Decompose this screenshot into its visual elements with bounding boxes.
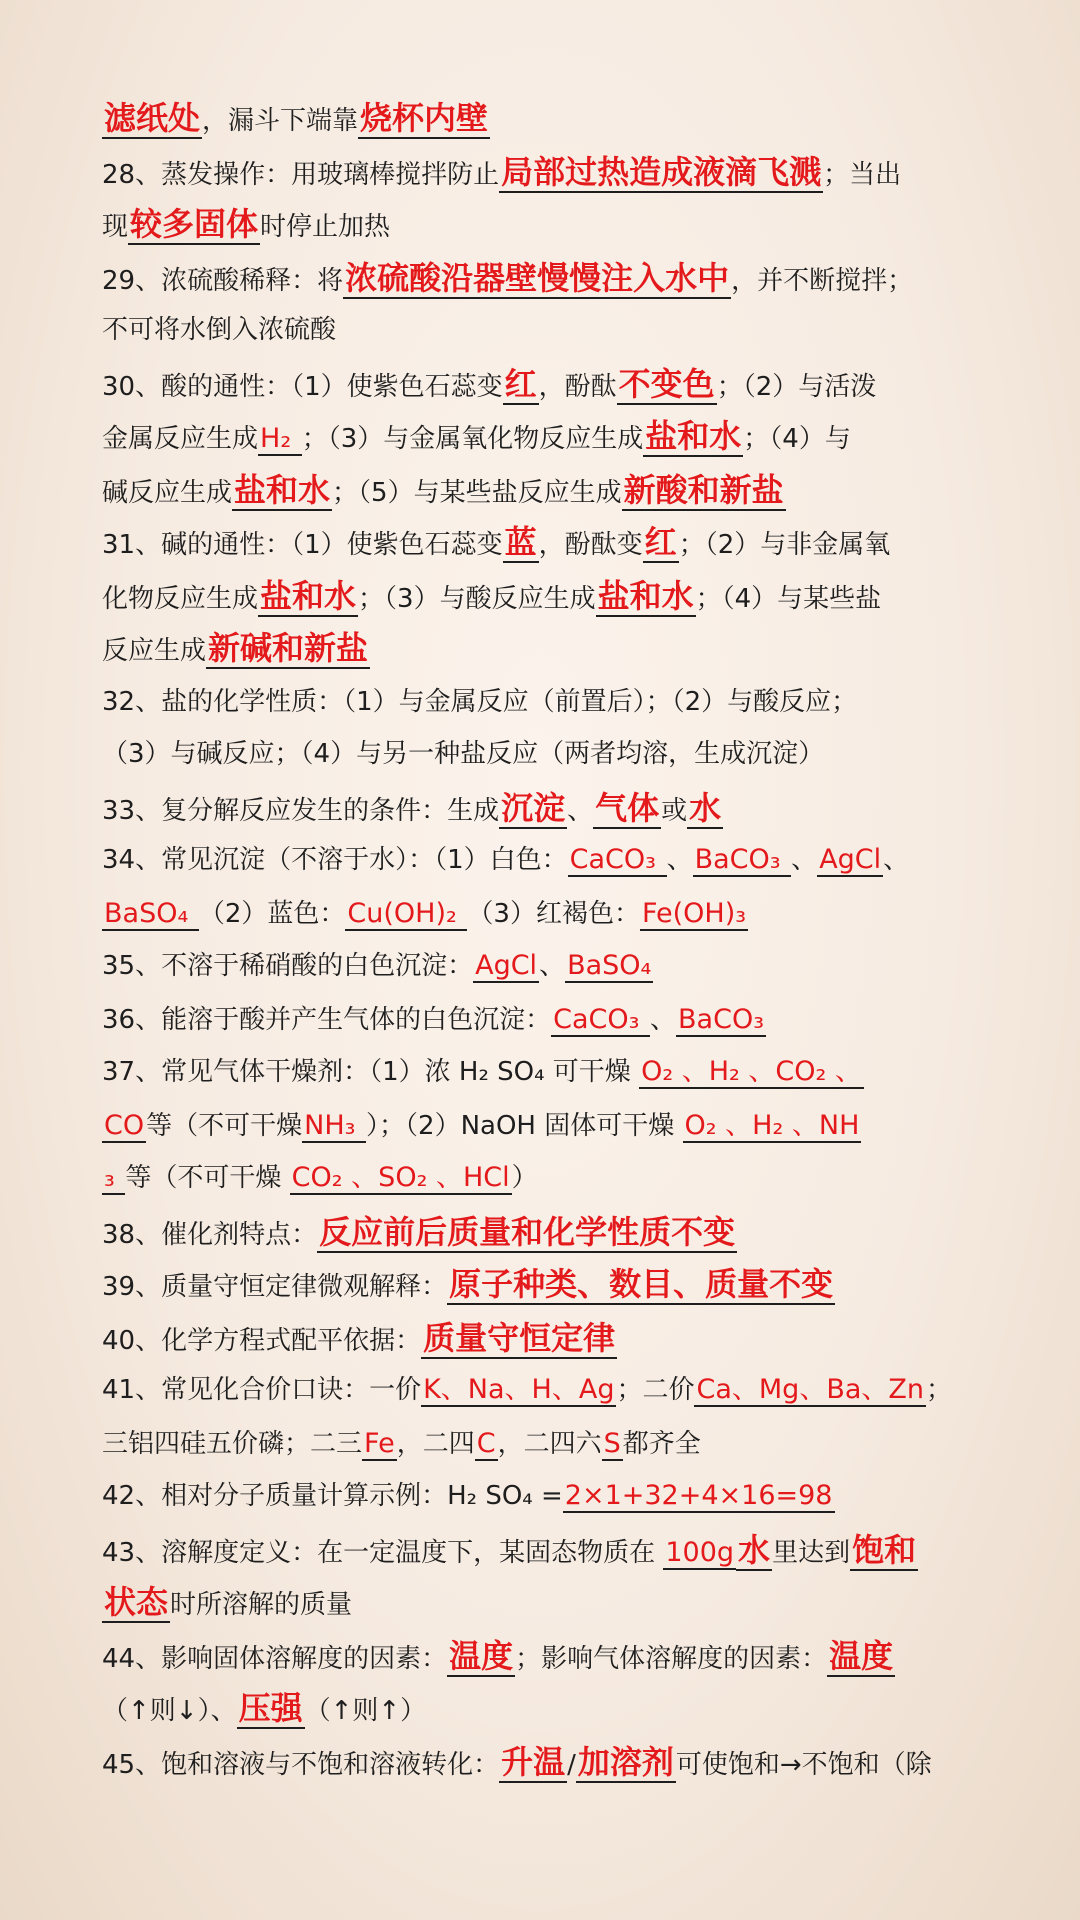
note-text: 、: [883, 845, 910, 875]
note-text: 28、蒸发操作：用玻璃棒搅拌防止: [102, 160, 500, 190]
note-line: [102, 1052, 982, 1092]
answer-formula: CaCO₃: [553, 1004, 649, 1035]
answer-formula: Fe(OH)₃: [641, 898, 747, 929]
answer-formula: BaSO₄: [567, 950, 652, 981]
note-line: [102, 1688, 982, 1731]
note-line: [102, 98, 982, 141]
answer-keyword: 升温: [501, 1743, 566, 1781]
note-line: [102, 1106, 982, 1146]
answer-keyword: 盐和水: [234, 471, 331, 509]
answer-formula: H₂: [260, 423, 300, 454]
answer-keyword: 水: [689, 789, 722, 827]
note-text: （3）红褐色：: [467, 899, 640, 929]
note-text: 现: [102, 212, 129, 242]
note-text: ，酚酞: [538, 372, 617, 402]
answer-keyword: 浓硫酸沿器壁慢慢注入水中: [345, 259, 730, 297]
note-text: 40、化学方程式配平依据：: [102, 1326, 422, 1356]
note-line: [102, 1000, 982, 1040]
note-line: [102, 946, 982, 986]
answer-formula: CaCO₃: [569, 844, 665, 875]
note-text: 34、常见沉淀（不溶于水）：（1）白色：: [102, 845, 568, 875]
note-text: ，二四六: [497, 1429, 602, 1459]
note-text: 、: [539, 951, 566, 981]
note-text: 或: [661, 796, 688, 826]
note-text: ，二四: [396, 1429, 475, 1459]
note-text: （↑则↓）、: [102, 1696, 237, 1726]
answer-keyword: 滤纸处: [104, 99, 201, 137]
note-line: [102, 522, 982, 565]
note-text: 44、影响固体溶解度的因素：: [102, 1644, 448, 1674]
note-text: 都齐全: [622, 1429, 701, 1459]
note-text: 金属反应生成: [102, 424, 259, 454]
answer-formula: Cu(OH)₂: [347, 898, 466, 929]
note-line: [102, 310, 982, 350]
answer-keyword: 不变色: [618, 365, 715, 403]
note-text: ；（2）与非金属氧: [678, 530, 891, 560]
note-text: 、: [650, 1005, 677, 1035]
note-line: [102, 1212, 982, 1255]
answer-formula: CO₂ 、SO₂ 、HCl: [291, 1162, 510, 1193]
note-line: [102, 734, 982, 774]
note-line: [102, 470, 982, 513]
answer-keyword: 水: [738, 1531, 771, 1569]
note-text: 37、常见气体干燥剂：（1）浓 H₂ SO₄ 可干燥: [102, 1057, 640, 1087]
note-line: [102, 204, 982, 247]
answer-formula: Fe: [364, 1428, 395, 1459]
answer-keyword: 较多固体: [130, 205, 259, 243]
note-text: 化物反应生成: [102, 584, 259, 614]
answer-keyword: 温度: [449, 1637, 514, 1675]
answer-formula: 2×1+32+4×16=98: [564, 1480, 833, 1511]
answer-formula: BaCO₃: [678, 1004, 765, 1035]
note-line: [102, 576, 982, 619]
answer-keyword: 质量守恒定律: [423, 1319, 616, 1357]
note-line: [102, 152, 982, 195]
answer-formula: C: [476, 1428, 496, 1459]
note-text: 29、浓硫酸稀释：将: [102, 266, 344, 296]
note-text: 39、质量守恒定律微观解释：: [102, 1272, 448, 1302]
note-text: 碱反应生成: [102, 478, 233, 508]
note-line: [102, 416, 982, 459]
note-text: ；（4）与某些盐: [695, 584, 882, 614]
answer-keyword: 饱和: [852, 1531, 917, 1569]
answer-keyword: 盐和水: [260, 577, 357, 615]
note-text: ；二价: [616, 1375, 695, 1405]
answer-formula: BaSO₄: [104, 898, 197, 929]
answer-keyword: 反应前后质量和化学性质不变: [319, 1213, 736, 1251]
note-line: [102, 894, 982, 934]
note-text: ）: [511, 1163, 538, 1193]
note-text: 33、复分解反应发生的条件：生成: [102, 796, 500, 826]
note-line: [102, 258, 982, 301]
note-text: 不可将水倒入浓硫酸: [102, 315, 337, 345]
note-text: 35、不溶于稀硝酸的白色沉淀：: [102, 951, 474, 981]
answer-formula: AgCl: [475, 950, 538, 981]
note-line: [102, 1370, 982, 1410]
note-text: 43、溶解度定义：在一定温度下，某固态物质在: [102, 1538, 664, 1568]
note-line: [102, 1476, 982, 1516]
note-text: 三铝四硅五价磷；二三: [102, 1429, 363, 1459]
note-line: [102, 1530, 982, 1573]
note-text: 时所溶解的质量: [170, 1590, 353, 1620]
answer-formula: AgCl: [819, 844, 882, 875]
answer-formula: Ca、Mg、Ba、Zn: [696, 1374, 924, 1405]
note-text: 里达到: [772, 1538, 851, 1568]
note-text: 45、饱和溶液与不饱和溶液转化：: [102, 1750, 500, 1780]
note-text: ；当出: [823, 160, 902, 190]
note-text: ）；（2）NaOH 固体可干燥: [366, 1111, 683, 1141]
note-text: /: [567, 1750, 576, 1780]
answer-keyword: 压强: [238, 1689, 303, 1727]
answer-keyword: 盐和水: [597, 577, 694, 615]
note-text: ；（3）与金属氧化物反应生成: [301, 424, 644, 454]
note-line: [102, 1264, 982, 1307]
note-text: ，酚酞变: [538, 530, 643, 560]
note-text: 、: [567, 796, 594, 826]
note-text: 41、常见化合价口诀：一价: [102, 1375, 422, 1405]
note-text: ，并不断搅拌；: [731, 266, 914, 296]
note-text: 等（不可干燥: [146, 1111, 303, 1141]
note-text: （2）蓝色：: [198, 899, 346, 929]
note-text: ；（4）与: [743, 424, 851, 454]
answer-formula: NH₃: [304, 1110, 365, 1141]
answer-keyword: 温度: [829, 1637, 894, 1675]
note-line: [102, 1318, 982, 1361]
note-text: 可使饱和→不饱和（除: [675, 1750, 932, 1780]
answer-formula: ₃: [104, 1162, 124, 1193]
answer-keyword: 盐和水: [645, 417, 742, 455]
answer-keyword: 气体: [595, 789, 660, 827]
answer-formula: O₂ 、H₂ 、NH: [684, 1110, 860, 1141]
answer-keyword: 局部过热造成液滴飞溅: [501, 153, 822, 191]
note-text: 30、酸的通性：（1）使紫色石蕊变: [102, 372, 503, 402]
note-text: ；（3）与酸反应生成: [358, 584, 596, 614]
note-text: 等（不可干燥: [125, 1163, 290, 1193]
note-text: 31、碱的通性：（1）使紫色石蕊变: [102, 530, 503, 560]
answer-keyword: 状态: [104, 1583, 169, 1621]
note-text: （↑则↑）: [304, 1696, 427, 1726]
answer-keyword: 加溶剂: [577, 1743, 674, 1781]
note-text: ；（2）与活泼: [716, 372, 877, 402]
answer-formula: CO: [104, 1110, 145, 1141]
note-text: （3）与碱反应；（4）与另一种盐反应（两者均溶，生成沉淀）: [102, 739, 825, 769]
note-line: [102, 788, 982, 831]
answer-formula: 100g: [665, 1537, 735, 1568]
note-text: ，漏斗下端靠: [202, 106, 359, 136]
note-line: [102, 1636, 982, 1679]
note-text: 时停止加热: [260, 212, 391, 242]
note-line: [102, 1424, 982, 1464]
answer-keyword: 新酸和新盐: [623, 471, 784, 509]
note-text: 反应生成: [102, 636, 207, 666]
answer-formula: BaCO₃: [694, 844, 790, 875]
note-line: [102, 840, 982, 880]
answer-keyword: 蓝: [504, 523, 537, 561]
answer-keyword: 原子种类、数目、质量不变: [449, 1265, 834, 1303]
answer-keyword: 烧杯内壁: [360, 99, 489, 137]
note-text: 42、相对分子质量计算示例：H₂ SO₄ =: [102, 1481, 563, 1511]
note-text: 32、盐的化学性质：（1）与金属反应（前置后）；（2）与酸反应；: [102, 687, 858, 717]
answer-keyword: 沉淀: [501, 789, 566, 827]
note-text: 、: [666, 845, 693, 875]
note-line: [102, 682, 982, 722]
note-text: ；: [926, 1375, 953, 1405]
note-text: ；（5）与某些盐反应生成: [332, 478, 622, 508]
note-text: 、: [791, 845, 818, 875]
answer-keyword: 红: [504, 365, 537, 403]
answer-keyword: 新碱和新盐: [208, 629, 369, 667]
note-text: 38、催化剂特点：: [102, 1220, 318, 1250]
answer-formula: O₂ 、H₂ 、CO₂ 、: [641, 1056, 862, 1087]
note-line: [102, 1158, 982, 1198]
answer-keyword: 红: [644, 523, 677, 561]
note-text: ；影响气体溶解度的因素：: [515, 1644, 828, 1674]
note-text: 36、能溶于酸并产生气体的白色沉淀：: [102, 1005, 552, 1035]
answer-formula: K、Na、H、Ag: [423, 1374, 615, 1405]
answer-formula: S: [603, 1428, 621, 1459]
note-line: [102, 1742, 982, 1785]
note-line: [102, 1582, 982, 1625]
note-line: [102, 364, 982, 407]
note-line: [102, 628, 982, 671]
